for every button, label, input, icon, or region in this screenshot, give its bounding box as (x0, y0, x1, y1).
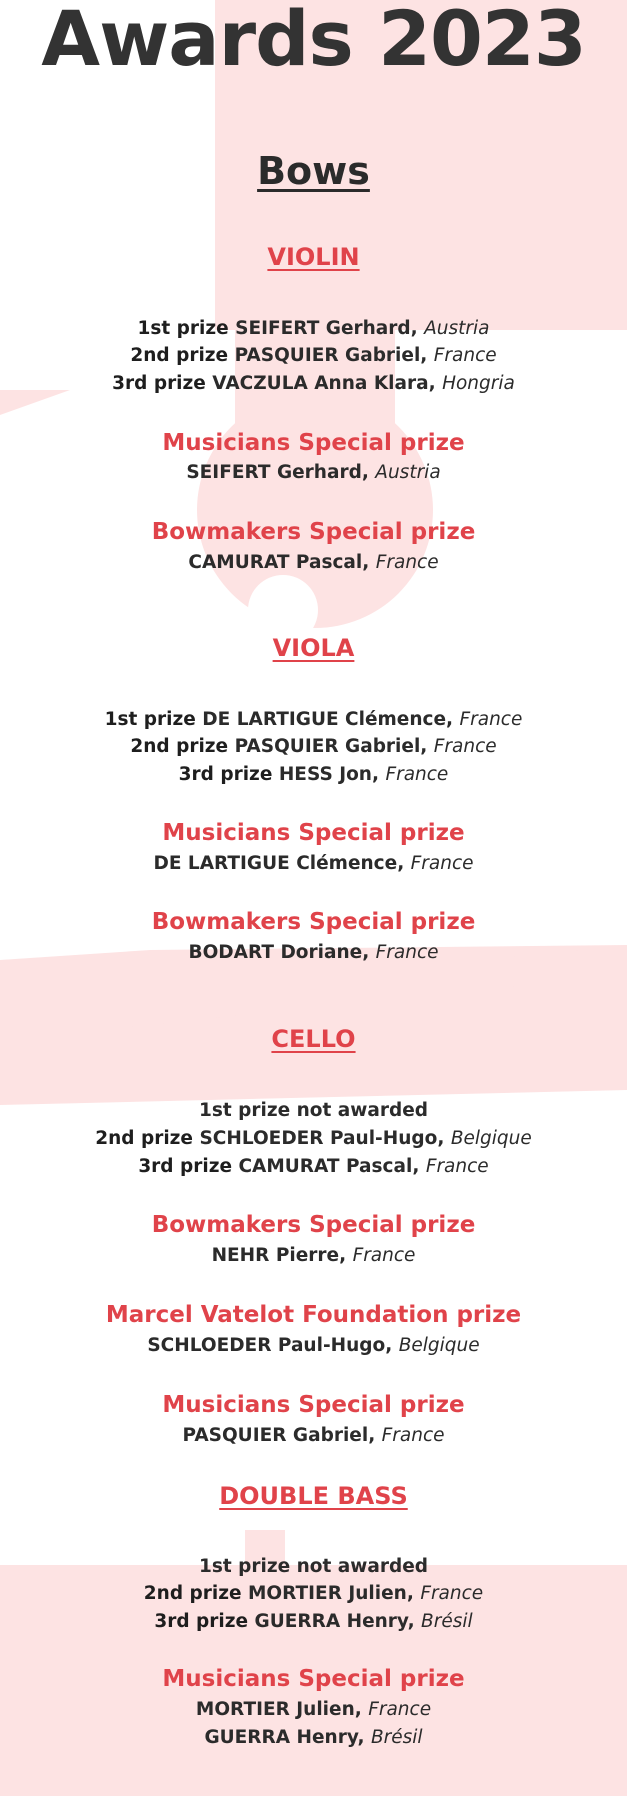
cello-musicians-prize-title: Musicians Special prize (162, 1392, 465, 1418)
cello-vatelot-winner: SCHLOEDER Paul-Hugo, Belgique (147, 1335, 480, 1356)
violin-result-3: 3rd prize VACZULA Anna Klara, Hongria (112, 373, 515, 394)
bass-first-prize: 1st prize not awarded (198, 1556, 428, 1577)
bass-musicians-prize-title: Musicians Special prize (162, 1666, 465, 1692)
viola-bowmakers-prize-title: Bowmakers Special prize (151, 909, 476, 935)
violin-bowmakers-winner: CAMURAT Pascal, France (188, 552, 439, 573)
cello-musicians-winner: PASQUIER Gabriel, France (182, 1425, 445, 1446)
page-title: Awards 2023 (41, 0, 586, 83)
cello-bowmakers-winner: NEHR Pierre, France (211, 1245, 416, 1266)
bass-musicians-winner-1: MORTIER Julien, France (195, 1699, 432, 1720)
bass-result-2: 2nd prize MORTIER Julien, France (143, 1583, 484, 1604)
viola-result-3: 3rd prize HESS Jon, France (178, 764, 449, 785)
category-title-viola: VIOLA (272, 634, 355, 662)
viola-bowmakers-winner: BODART Doriane, France (188, 942, 439, 963)
bass-musicians-winner-2: GUERRA Henry, Brésil (204, 1727, 423, 1748)
cello-result-2: 2nd prize SCHLOEDER Paul-Hugo, Belgique (95, 1128, 532, 1149)
violin-musicians-winner: SEIFERT Gerhard, Austria (186, 462, 441, 483)
violin-result-1: 1st prize SEIFERT Gerhard, Austria (137, 318, 490, 339)
cello-result-3: 3rd prize CAMURAT Pascal, France (138, 1156, 489, 1177)
viola-result-2: 2nd prize PASQUIER Gabriel, France (130, 736, 497, 757)
category-title-double-bass: DOUBLE BASS (219, 1482, 408, 1510)
category-title-cello: CELLO (271, 1025, 356, 1053)
cello-first-prize: 1st prize not awarded (198, 1100, 428, 1121)
cello-vatelot-prize-title: Marcel Vatelot Foundation prize (105, 1302, 522, 1328)
section-title-bows: Bows (257, 149, 370, 193)
violin-result-2: 2nd prize PASQUIER Gabriel, France (130, 345, 497, 366)
bass-result-3: 3rd prize GUERRA Henry, Brésil (154, 1611, 473, 1632)
cello-bowmakers-prize-title: Bowmakers Special prize (151, 1212, 476, 1238)
viola-result-1: 1st prize DE LARTIGUE Clémence, France (104, 709, 523, 730)
violin-bowmakers-prize-title: Bowmakers Special prize (151, 519, 476, 545)
category-title-violin: VIOLIN (267, 243, 360, 271)
violin-musicians-prize-title: Musicians Special prize (162, 430, 465, 456)
viola-musicians-winner: DE LARTIGUE Clémence, France (153, 853, 474, 874)
viola-musicians-prize-title: Musicians Special prize (162, 820, 465, 846)
